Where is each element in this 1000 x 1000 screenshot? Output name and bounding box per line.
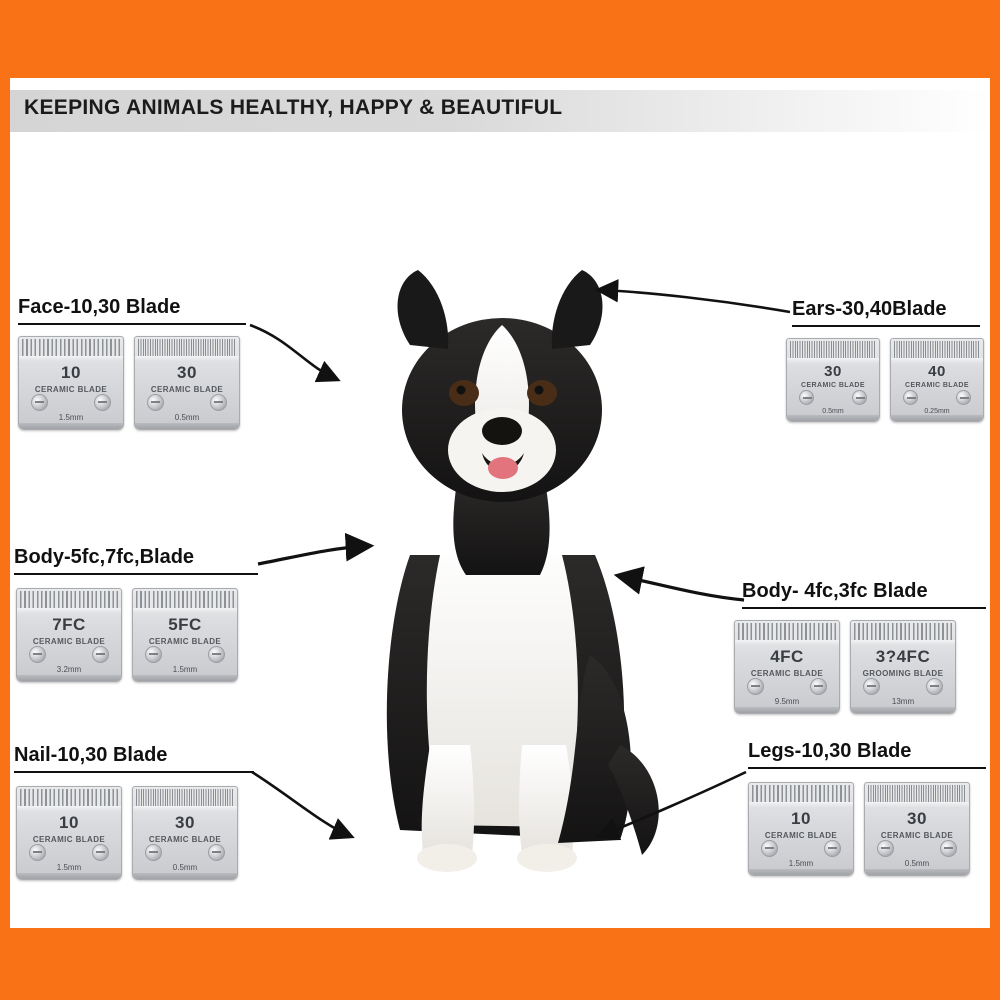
blade-cut-length: 0.5mm [172, 863, 198, 872]
blade-base [891, 415, 983, 421]
screw-icon [956, 390, 971, 405]
blade-card-ears-30 [786, 338, 880, 422]
blade-cut-length: 1.5mm [58, 413, 84, 422]
blade-shoulder [17, 608, 121, 614]
blade-teeth-icon [790, 341, 876, 359]
blade-teeth-icon [22, 339, 120, 357]
screw-icon [94, 394, 111, 411]
blade-cut-length: 0.25mm [924, 408, 950, 415]
callout-label-legs: Legs-10,30 Blade [748, 740, 986, 769]
screw-icon [29, 844, 46, 861]
screw-icon [903, 390, 918, 405]
screw-icon [877, 840, 894, 857]
screw-icon [747, 678, 764, 695]
blade-shoulder [17, 806, 121, 812]
blade-card-face-10 [18, 336, 124, 430]
screw-icon [208, 844, 225, 861]
blade-number: 3?4FC [875, 647, 931, 666]
blade-base [865, 869, 969, 875]
screw-icon [145, 844, 162, 861]
blade-teeth-icon [138, 339, 236, 357]
blade-cut-length: 9.5mm [774, 697, 800, 706]
blade-cut-length: 0.5mm [822, 408, 844, 415]
headline-text: KEEPING ANIMALS HEALTHY, HAPPY & BEAUTIFUL [24, 96, 563, 119]
blade-card-legs-30 [864, 782, 970, 876]
blade-teeth-icon [136, 591, 234, 609]
blade-cut-length: 13mm [891, 697, 915, 706]
blade-type: CERAMIC BLADE [764, 831, 838, 840]
blade-base [133, 675, 237, 681]
blade-shoulder [133, 608, 237, 614]
screw-icon [147, 394, 164, 411]
blade-number: 10 [791, 809, 811, 828]
blade-number: 7FC [52, 615, 86, 634]
blade-type: CERAMIC BLADE [32, 835, 106, 844]
screw-icon [31, 394, 48, 411]
blade-type: CERAMIC BLADE [148, 835, 222, 844]
blade-cut-length: 1.5mm [788, 859, 814, 868]
blade-base [17, 873, 121, 879]
callout-label-nail: Nail-10,30 Blade [14, 744, 254, 773]
blade-teeth-icon [20, 789, 118, 807]
screw-icon [761, 840, 778, 857]
blade-card-nail-10 [16, 786, 122, 880]
blade-card-legs-10 [748, 782, 854, 876]
blade-teeth-icon [854, 623, 952, 641]
blade-base [735, 707, 839, 713]
screw-icon [926, 678, 943, 695]
blade-shoulder [865, 802, 969, 808]
callout-label-body-left: Body-5fc,7fc,Blade [14, 546, 258, 575]
blade-number: 30 [177, 363, 197, 382]
blade-cut-length: 0.5mm [174, 413, 200, 422]
blade-base [17, 675, 121, 681]
blade-group-ears [786, 338, 984, 422]
blade-teeth-icon [868, 785, 966, 803]
blade-card-nail-30 [132, 786, 238, 880]
bottom-orange-bar [0, 928, 1000, 1000]
screw-icon [940, 840, 957, 857]
screw-icon [29, 646, 46, 663]
blade-cut-length: 3.2mm [56, 665, 82, 674]
blade-shoulder [735, 640, 839, 646]
screw-icon [852, 390, 867, 405]
blade-card-7fc [16, 588, 122, 682]
blade-type: CERAMIC BLADE [32, 637, 106, 646]
top-orange-bar [0, 0, 1000, 78]
screw-icon [208, 646, 225, 663]
blade-shoulder [133, 806, 237, 812]
blade-base [133, 873, 237, 879]
screw-icon [145, 646, 162, 663]
blade-card-ears-40 [890, 338, 984, 422]
blade-number: 10 [59, 813, 79, 832]
screw-icon [92, 646, 109, 663]
blade-group-face [18, 336, 240, 430]
blade-card-4fc [734, 620, 840, 714]
blade-number: 30 [907, 809, 927, 828]
blade-group-body-left [16, 588, 238, 682]
screw-icon [863, 678, 880, 695]
screw-icon [210, 394, 227, 411]
screw-icon [799, 390, 814, 405]
blade-card-5fc [132, 588, 238, 682]
blade-shoulder [19, 356, 123, 362]
blade-base [787, 415, 879, 421]
blade-number: 30 [175, 813, 195, 832]
blade-type: CERAMIC BLADE [148, 637, 222, 646]
blade-base [135, 423, 239, 429]
right-orange-stripe [990, 0, 1000, 1000]
blade-number: 5FC [168, 615, 202, 634]
blade-group-body-right [734, 620, 956, 714]
blade-number: 4FC [770, 647, 804, 666]
blade-type: CERAMIC BLADE [880, 831, 954, 840]
blade-type: CERAMIC BLADE [750, 669, 824, 678]
callout-label-ears: Ears-30,40Blade [792, 298, 980, 327]
blade-type: CERAMIC BLADE [905, 382, 969, 389]
blade-type: CERAMIC BLADE [801, 382, 865, 389]
blade-group-legs [748, 782, 970, 876]
blade-teeth-icon [20, 591, 118, 609]
blade-shoulder [749, 802, 853, 808]
blade-base [19, 423, 123, 429]
screw-icon [810, 678, 827, 695]
blade-type: GROOMING BLADE [862, 669, 944, 678]
blade-base [851, 707, 955, 713]
blade-type: CERAMIC BLADE [150, 385, 224, 394]
blade-teeth-icon [752, 785, 850, 803]
blade-card-face-30 [134, 336, 240, 430]
callout-label-body-right: Body- 4fc,3fc Blade [742, 580, 986, 609]
blade-cut-length: 1.5mm [56, 863, 82, 872]
blade-shoulder [135, 356, 239, 362]
dog-photo [290, 225, 710, 885]
blade-cut-length: 1.5mm [172, 665, 198, 674]
screw-icon [824, 840, 841, 857]
blade-teeth-icon [136, 789, 234, 807]
blade-teeth-icon [738, 623, 836, 641]
blade-number: 40 [928, 363, 946, 380]
screw-icon [92, 844, 109, 861]
blade-type: CERAMIC BLADE [34, 385, 108, 394]
callout-label-face: Face-10,30 Blade [18, 296, 246, 325]
blade-number: 30 [824, 363, 842, 380]
blade-number: 10 [61, 363, 81, 382]
blade-base [749, 869, 853, 875]
blade-teeth-icon [894, 341, 980, 359]
blade-group-nail [16, 786, 238, 880]
blade-cut-length: 0.5mm [904, 859, 930, 868]
blade-shoulder [851, 640, 955, 646]
blade-card-3-4fc [850, 620, 956, 714]
left-orange-stripe [0, 0, 10, 1000]
